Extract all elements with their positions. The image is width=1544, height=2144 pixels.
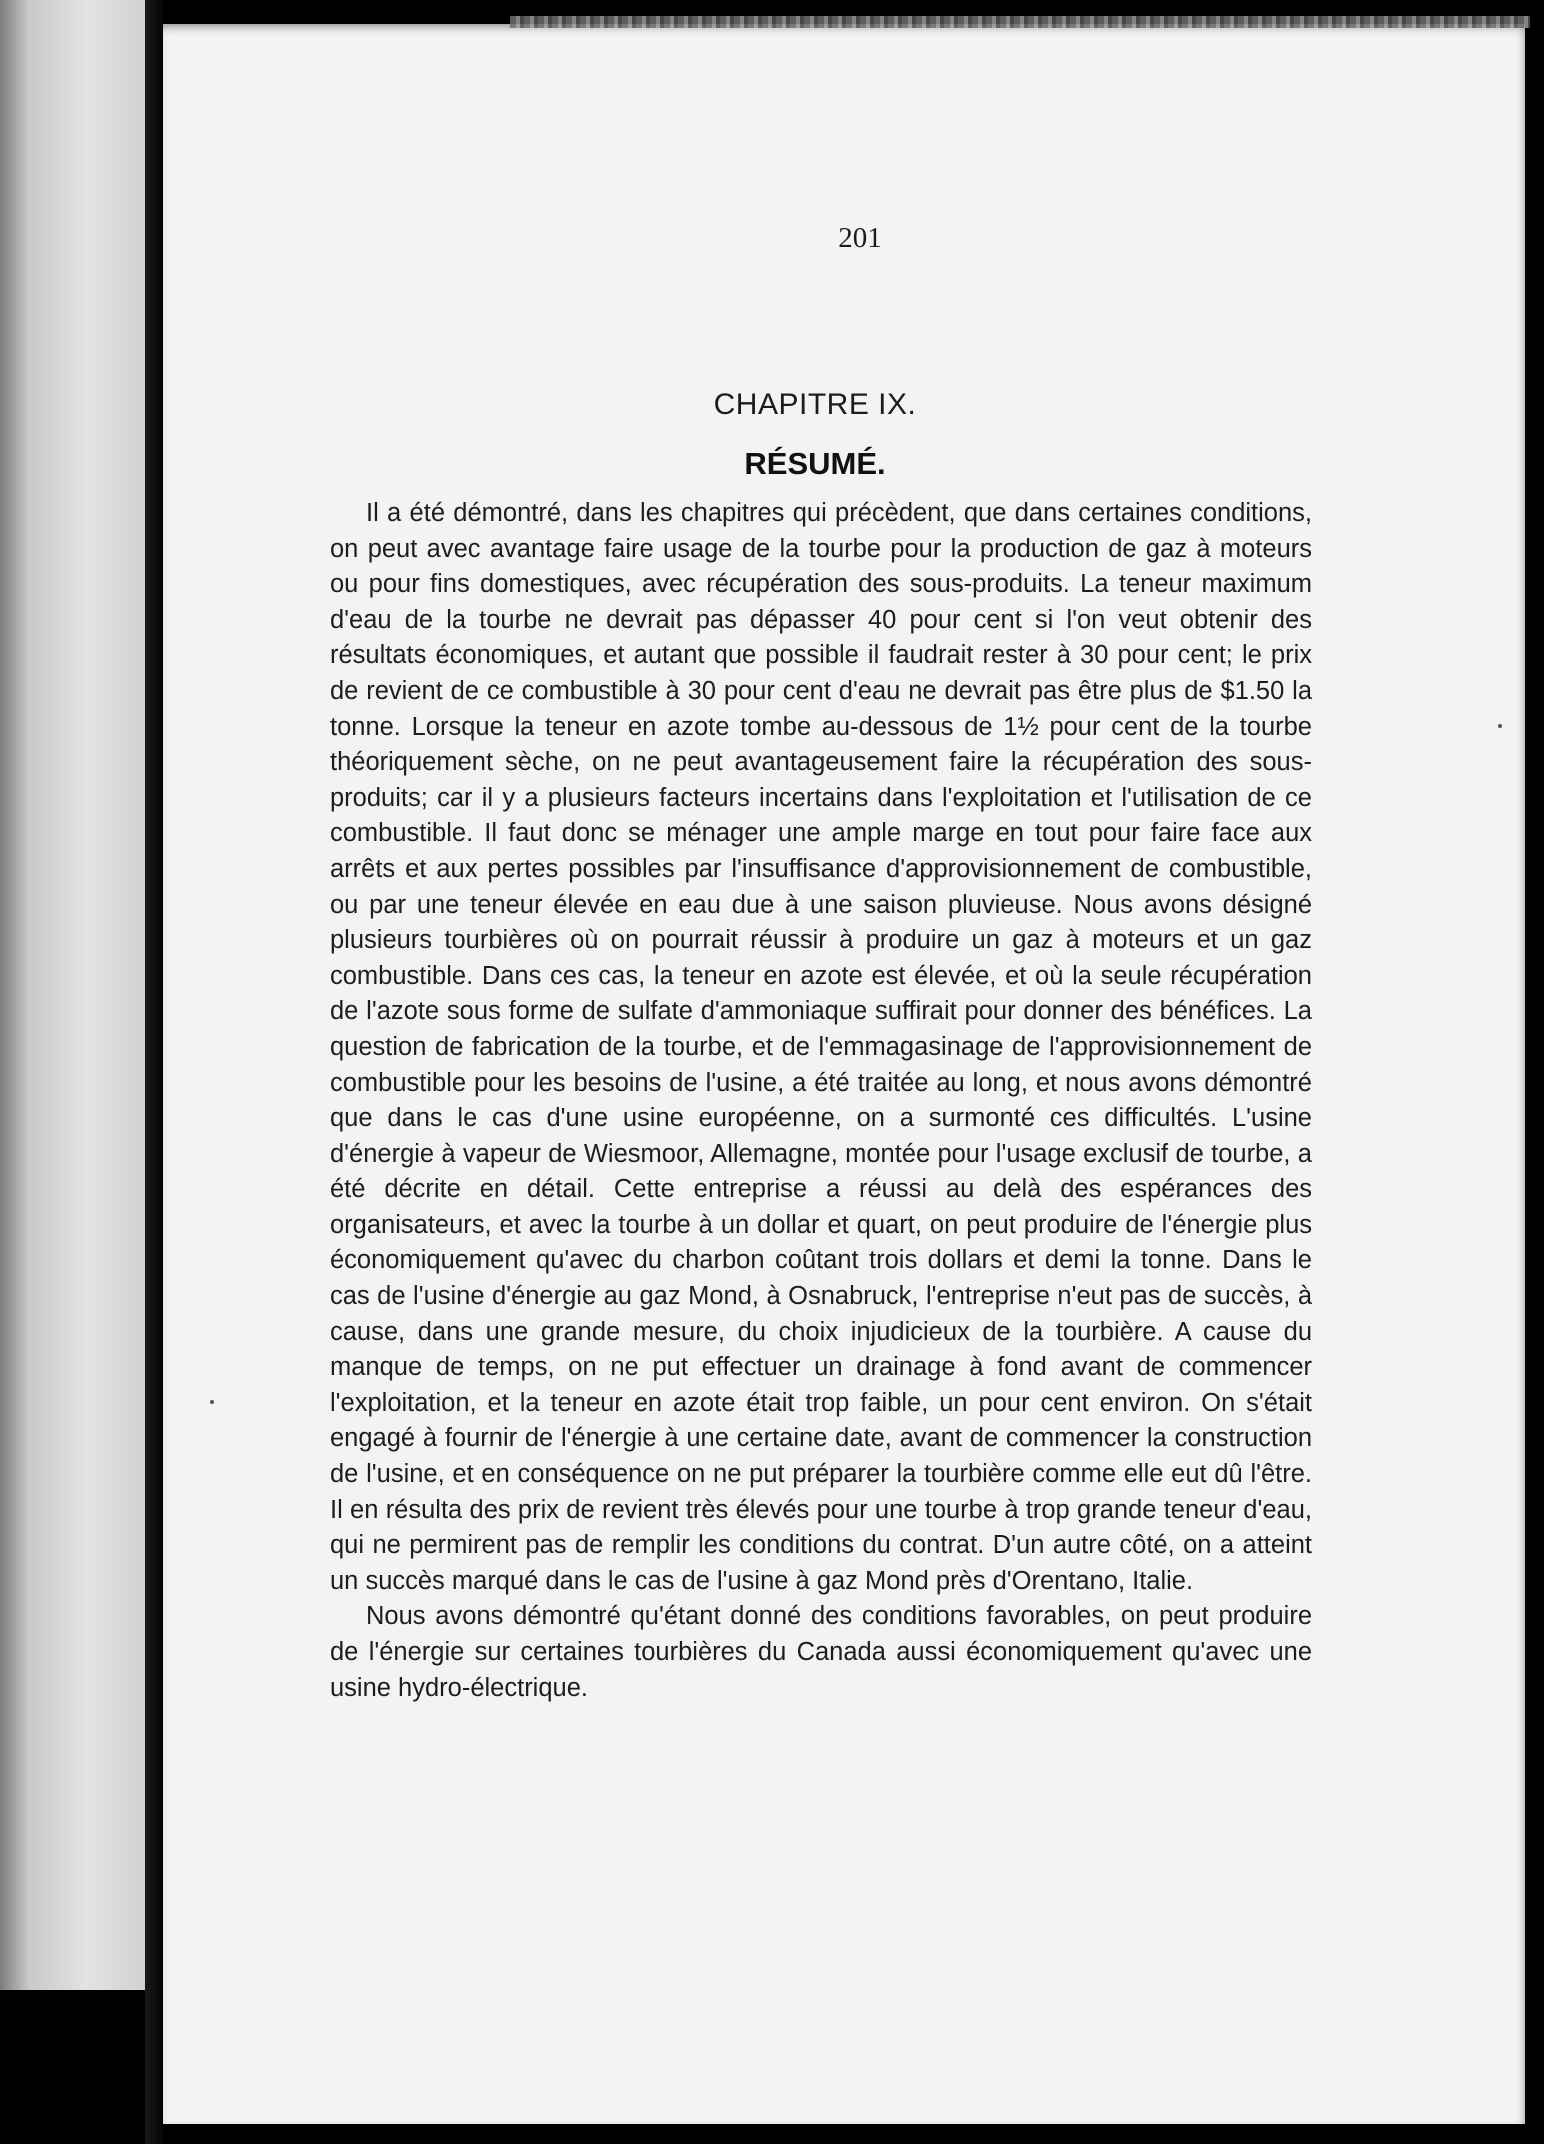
scan-speck [210,1400,214,1404]
scan-speck [1498,724,1502,728]
page-gutter [145,0,163,2144]
left-page-edge [0,0,145,1990]
chapter-subheading: RÉSUMÉ. [744,446,886,481]
paragraph: Nous avons démontré qu'étant donné des conditions favorables, on peut produire de l'énergie sur certaines tourbières du Canada aussi économiquement qu'avec une usine hydro-électrique. [330,1602,1312,1702]
page-number: 201 [838,222,882,254]
page-top-edge [510,16,1530,28]
chapter-heading: CHAPITRE IX. [713,388,917,421]
paragraph: Il a été démontré, dans les chapitres qui précèdent, que dans certaines conditions, on peut avec avantage faire usage de la tourbe pour la production de gaz à moteurs ou pour fins domestiques, avec récupération des sous-produits. La teneur maximum d'eau de la tourbe ne devrait pas dépasser 40 pour cent si l'on veut obtenir des résultats économiques, et autant que possible il faudrait rester à 30 pour cent; le prix de revient de ce combustible à 30 pour cent d'eau ne devrait pas être plus de $1.50 la tonne. Lorsque la teneur en azote tombe au-dessous de 1½ pour cent de la tourbe théoriquement sèche, on ne peut avantageusement faire la récupération des sous-produits; car il y a plusieurs facteurs incertains dans l'exploitation et l'utilisation de ce combustible. Il faut donc se ménager une ample marge en tout pour faire face aux arrêts et aux pertes possibles par l'insuffisance d'approvisionnement de combustible, ou par une teneur élevée en eau due à une saison pluvieuse. Nous avons désigné plusieurs tourbières où on pourrait réussir à produire un gaz à moteurs et un gaz combustible. Dans ces cas, la teneur en azote est élevée, et où la seule récupération de l'azote sous forme de sulfate d'ammoniaque suffirait pour donner des bénéfices. La question de fabrication de la tourbe, et de l'emmagasinage de l'approvisionnement de combustible pour les besoins de l'usine, a été traitée au long, et nous avons démontré que dans le cas d'une usine européenne, on a surmonté ces difficultés. L'usine d'énergie à vapeur de Wiesmoor, Allemagne, montée pour l'usage exclusif de tourbe, a été décrite en détail. Cette entreprise a réussi au delà des espérances des organisateurs, et avec la tourbe à un dollar et quart, on peut produire de l'énergie plus économiquement qu'avec du charbon coûtant trois dollars et demi la tonne. Dans le cas de l'usine d'énergie au gaz Mond, à Osnabruck, l'entreprise n'eut pas de succès, à cause, dans une grande mesure, du choix injudicieux de la tourbière. A cause du manque de temps, on ne put effectuer un drainage à fond avant de commencer l'exploitation, et la teneur en azote était trop faible, un pour cent environ. On s'était engagé à fournir de l'énergie à une certaine date, avant de commencer la construction de l'usine, et en conséquence on ne put préparer la tourbière comme elle eut dû l'être. Il en résulta des prix de revient très élevés pour une tourbe à trop grande teneur d'eau, qui ne permirent pas de remplir les conditions du contrat. D'un autre côté, on a atteint un succès marqué dans le cas de l'usine à gaz Mond près d'Orentano, Italie. [330,499,1312,1595]
body-text [330,496,1312,1706]
